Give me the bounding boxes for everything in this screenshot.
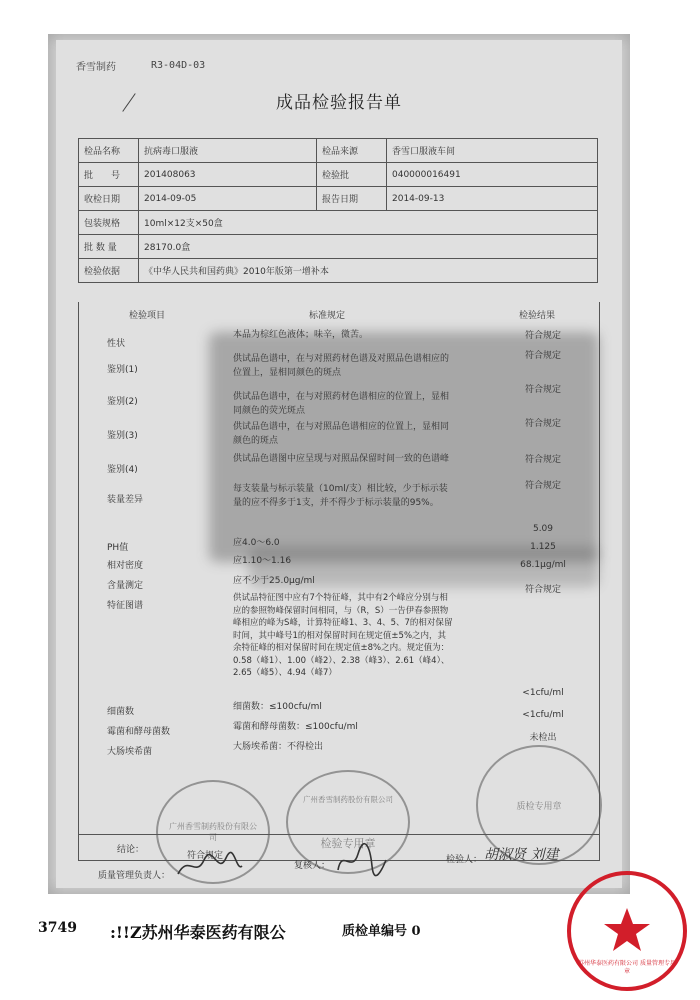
red-company-seal (562, 866, 692, 996)
result-identification-1: 符合规定 (524, 351, 561, 361)
footer-company: :!!Z苏州华泰医药有限公 (110, 923, 286, 942)
red-seal-text: 苏州华泰医药有限公司 质量管理专用章 (578, 960, 676, 975)
batch-label: 批 号 (79, 163, 139, 187)
standard-ph: 应4.0～6.0 (233, 538, 280, 548)
inspector-label: 检验人： (446, 855, 483, 865)
item-identification-3: 鉴别(3) (107, 431, 138, 441)
item-bacteria: 细菌数 (107, 707, 135, 717)
item-identification-1: 鉴别(1) (107, 365, 138, 375)
item-fill-variance: 装量差异 (107, 495, 144, 505)
result-ecoli: 未检出 (529, 733, 557, 743)
reviewer-label: 复核人： (294, 861, 331, 871)
item-identification-2: 鉴别(2) (107, 397, 138, 407)
result-identification-3: 符合规定 (524, 419, 561, 429)
source-label: 检品来源 (317, 139, 387, 163)
company-logo: 香雪制药 (76, 62, 116, 73)
reviewer-signature (332, 840, 388, 880)
report-date-label: 报告日期 (317, 187, 387, 211)
report-date: 2014-09-13 (387, 187, 598, 211)
result-fill-variance: 符合规定 (524, 481, 561, 491)
item-assay: 含量测定 (107, 581, 144, 591)
standard-bacteria: 细菌数：≤100cfu/ml (233, 702, 322, 712)
result-bacteria: <1cfu/ml (522, 688, 564, 698)
qa-label: 质量管理负责人： (98, 871, 171, 881)
quantity: 28170.0盒 (139, 235, 598, 259)
spec-label: 包装规格 (79, 211, 139, 235)
quality-stamp-right-text: 质检专用章 (516, 801, 562, 812)
standard-density: 应1.10～1.16 (233, 556, 292, 566)
header-standard: 标准规定 (309, 311, 346, 321)
basis-label: 检验依据 (79, 259, 139, 283)
company-stamp-left-text: 广州香雪制药股份有限公司 (169, 822, 257, 842)
standard-identification-3: 供试品色谱中，在与对照品色谱相应的位置上，显相同颜色的斑点 (233, 422, 450, 446)
item-density: 相对密度 (107, 561, 144, 571)
source: 香雪口服液车间 (387, 139, 598, 163)
standard-fingerprint: 供试品特征图中应有7个特征峰，其中有2个峰应分别与相应的参照物峰保留时间相同，与（R，S）一告伊春参照物峰相应的峰为S峰，计算特征峰1、3、4、5、7的相对保留时间，其中峰号1的相对保留时间在规定值±5%之内，其余特征峰的相对保留时间在规定值±8%之内。规定值为：0.58（峰1）、1.00（峰2）、2.38（峰3）、2.61（峰4）、2.65（峰5）、4.94（峰7） (233, 593, 453, 678)
product-name: 抗病毒口服液 (139, 139, 317, 163)
result-identification-2: 符合规定 (524, 385, 561, 395)
form-code: R3-04D-03 (151, 60, 206, 71)
conclusion-label: 结论： (117, 845, 145, 855)
inspection-batch: 040000016491 (387, 163, 598, 187)
spec: 10ml×12支×50盒 (139, 211, 598, 235)
result-density: 1.125 (530, 542, 556, 552)
header-item: 检验项目 (129, 311, 166, 321)
red-seal-graphic (562, 866, 692, 996)
batch: 201408063 (139, 163, 317, 187)
standard-identification-2: 供试品色谱中，在与对照药材色谱相应的位置上，显相同颜色的荧光斑点 (233, 392, 450, 416)
standard-identification-1: 供试品色谱中，在与对照药材色谱及对照品色谱相应的位置上，显相同颜色的斑点 (233, 354, 450, 378)
qa-signature (174, 848, 244, 882)
footer-doc-no: 质检单编号 0 (342, 924, 421, 939)
footer-code: 3749 (38, 920, 77, 936)
result-appearance: 符合规定 (524, 331, 561, 341)
inspection-stamp-top: 广州香雪制药股份有限公司 (303, 794, 393, 804)
meta-table (78, 138, 598, 283)
standard-ecoli: 大肠埃希菌：不得检出 (233, 742, 324, 752)
item-ecoli: 大肠埃希菌 (107, 747, 153, 757)
sheet-inner (56, 40, 622, 888)
report-title: 成品检验报告单 (276, 93, 402, 113)
standard-identification-4: 供试品色谱图中应呈现与对照品保留时间一致的色谱峰 (233, 454, 450, 464)
inspector-signature: 胡淑贤 刘建 (484, 847, 559, 863)
item-ph: PH值 (107, 543, 129, 553)
item-mold: 霉菌和酵母菌数 (107, 727, 171, 737)
result-fingerprint: 符合规定 (524, 585, 561, 595)
basis: 《中华人民共和国药典》2010年版第一增补本 (139, 259, 598, 283)
scanned-report-sheet (48, 34, 630, 894)
result-ph: 5.09 (532, 524, 554, 534)
standard-fill-variance: 每支装量与标示装量（10ml/支）相比较，少于标示装量的应不得多于1支，并不得少于标示装量的95%。 (233, 484, 448, 508)
standard-appearance: 本品为棕红色液体；味辛，微苦。 (233, 330, 369, 340)
item-appearance: 性状 (107, 339, 126, 349)
product-name-label: 检品名称 (79, 139, 139, 163)
quantity-label: 批 数 量 (79, 235, 139, 259)
conclusion-value: 符合规定 (187, 851, 224, 861)
inspection-stamp-bottom: 检验专用章 (320, 836, 376, 850)
item-identification-4: 鉴别(4) (107, 465, 138, 475)
standard-mold: 霉菌和酵母菌数：≤100cfu/ml (233, 722, 358, 732)
received-date: 2014-09-05 (139, 187, 317, 211)
inspection-batch-label: 检验批 (317, 163, 387, 187)
result-assay: 68.1μg/ml (520, 560, 566, 570)
header-result: 检验结果 (519, 311, 556, 321)
standard-assay: 应不少于25.0μg/ml (233, 576, 315, 586)
received-label: 收检日期 (79, 187, 139, 211)
result-mold: <1cfu/ml (522, 710, 564, 720)
result-identification-4: 符合规定 (524, 455, 561, 465)
item-fingerprint: 特征图谱 (107, 601, 144, 611)
